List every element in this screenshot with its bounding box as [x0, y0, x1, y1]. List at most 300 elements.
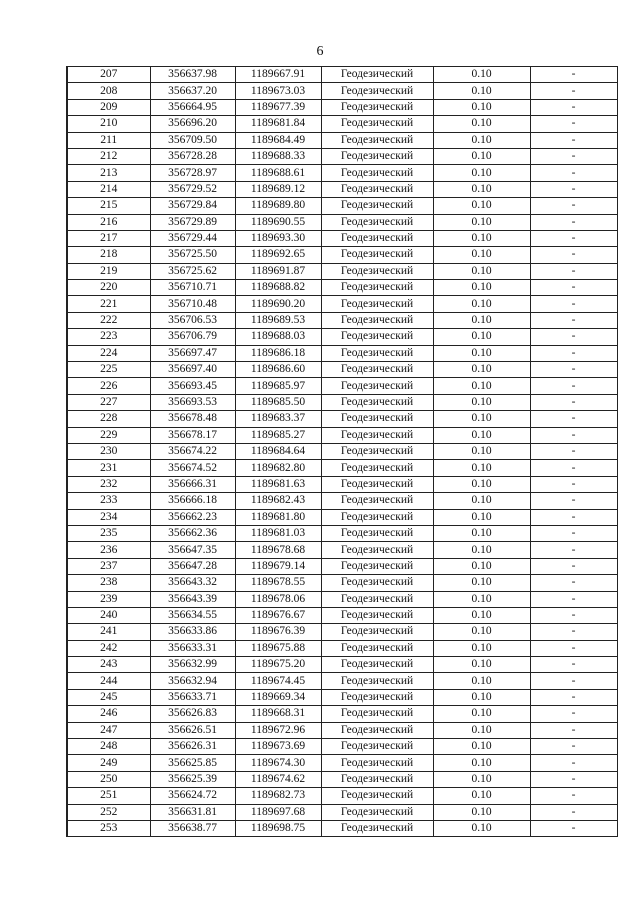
description-cell: - — [530, 771, 617, 787]
accuracy-cell: 0.10 — [433, 280, 530, 296]
y-coordinate-cell: 1189682.43 — [235, 493, 321, 509]
description-cell: - — [530, 67, 617, 83]
y-coordinate-cell: 1189689.12 — [235, 181, 321, 197]
method-cell: Геодезический — [321, 640, 433, 656]
description-cell: - — [530, 83, 617, 99]
table-row — [67, 132, 617, 148]
y-coordinate-cell: 1189685.27 — [235, 427, 321, 443]
accuracy-cell: 0.10 — [433, 493, 530, 509]
method-cell: Геодезический — [321, 394, 433, 410]
description-cell: - — [530, 411, 617, 427]
table-row — [67, 99, 617, 115]
method-cell: Геодезический — [321, 820, 433, 836]
method-cell: Геодезический — [321, 788, 433, 804]
y-coordinate-cell: 1189690.55 — [235, 214, 321, 230]
point-number-cell: 248 — [67, 739, 150, 755]
accuracy-cell: 0.10 — [433, 722, 530, 738]
description-cell: - — [530, 460, 617, 476]
description-cell: - — [530, 247, 617, 263]
method-cell: Геодезический — [321, 493, 433, 509]
accuracy-cell: 0.10 — [433, 181, 530, 197]
accuracy-cell: 0.10 — [433, 230, 530, 246]
description-cell: - — [530, 755, 617, 771]
y-coordinate-cell: 1189684.64 — [235, 443, 321, 459]
accuracy-cell: 0.10 — [433, 443, 530, 459]
description-cell: - — [530, 116, 617, 132]
method-cell: Геодезический — [321, 427, 433, 443]
description-cell: - — [530, 689, 617, 705]
description-cell: - — [530, 509, 617, 525]
description-cell: - — [530, 230, 617, 246]
point-number-cell: 228 — [67, 411, 150, 427]
point-number-cell: 247 — [67, 722, 150, 738]
y-coordinate-cell: 1189674.62 — [235, 771, 321, 787]
y-coordinate-cell: 1189675.88 — [235, 640, 321, 656]
x-coordinate-cell: 356632.99 — [150, 657, 235, 673]
y-coordinate-cell: 1189676.39 — [235, 624, 321, 640]
description-cell: - — [530, 132, 617, 148]
description-cell: - — [530, 427, 617, 443]
x-coordinate-cell: 356643.32 — [150, 575, 235, 591]
x-coordinate-cell: 356638.77 — [150, 820, 235, 836]
point-number-cell: 244 — [67, 673, 150, 689]
accuracy-cell: 0.10 — [433, 247, 530, 263]
description-cell: - — [530, 181, 617, 197]
x-coordinate-cell: 356625.39 — [150, 771, 235, 787]
y-coordinate-cell: 1189688.61 — [235, 165, 321, 181]
table-row — [67, 394, 617, 410]
point-number-cell: 242 — [67, 640, 150, 656]
accuracy-cell: 0.10 — [433, 607, 530, 623]
x-coordinate-cell: 356678.48 — [150, 411, 235, 427]
x-coordinate-cell: 356633.71 — [150, 689, 235, 705]
y-coordinate-cell: 1189688.82 — [235, 280, 321, 296]
method-cell: Геодезический — [321, 542, 433, 558]
x-coordinate-cell: 356693.53 — [150, 394, 235, 410]
point-number-cell: 213 — [67, 165, 150, 181]
method-cell: Геодезический — [321, 263, 433, 279]
description-cell: - — [530, 214, 617, 230]
table-row — [67, 509, 617, 525]
method-cell: Геодезический — [321, 411, 433, 427]
x-coordinate-cell: 356666.31 — [150, 476, 235, 492]
table-row — [67, 788, 617, 804]
x-coordinate-cell: 356664.95 — [150, 99, 235, 115]
y-coordinate-cell: 1189681.84 — [235, 116, 321, 132]
description-cell: - — [530, 198, 617, 214]
method-cell: Геодезический — [321, 83, 433, 99]
y-coordinate-cell: 1189691.87 — [235, 263, 321, 279]
x-coordinate-cell: 356633.86 — [150, 624, 235, 640]
accuracy-cell: 0.10 — [433, 83, 530, 99]
x-coordinate-cell: 356710.48 — [150, 296, 235, 312]
accuracy-cell: 0.10 — [433, 525, 530, 541]
x-coordinate-cell: 356728.97 — [150, 165, 235, 181]
description-cell: - — [530, 443, 617, 459]
table-row — [67, 739, 617, 755]
accuracy-cell: 0.10 — [433, 116, 530, 132]
description-cell: - — [530, 329, 617, 345]
accuracy-cell: 0.10 — [433, 542, 530, 558]
description-cell: - — [530, 657, 617, 673]
x-coordinate-cell: 356678.17 — [150, 427, 235, 443]
y-coordinate-cell: 1189681.80 — [235, 509, 321, 525]
method-cell: Геодезический — [321, 706, 433, 722]
accuracy-cell: 0.10 — [433, 165, 530, 181]
method-cell: Геодезический — [321, 99, 433, 115]
point-number-cell: 208 — [67, 83, 150, 99]
point-number-cell: 230 — [67, 443, 150, 459]
point-number-cell: 236 — [67, 542, 150, 558]
table-row — [67, 280, 617, 296]
description-cell: - — [530, 624, 617, 640]
x-coordinate-cell: 356710.71 — [150, 280, 235, 296]
accuracy-cell: 0.10 — [433, 427, 530, 443]
point-number-cell: 225 — [67, 362, 150, 378]
y-coordinate-cell: 1189682.73 — [235, 788, 321, 804]
accuracy-cell: 0.10 — [433, 804, 530, 820]
accuracy-cell: 0.10 — [433, 148, 530, 164]
table-row — [67, 247, 617, 263]
method-cell: Геодезический — [321, 362, 433, 378]
accuracy-cell: 0.10 — [433, 362, 530, 378]
method-cell: Геодезический — [321, 476, 433, 492]
x-coordinate-cell: 356674.22 — [150, 443, 235, 459]
description-cell: - — [530, 296, 617, 312]
accuracy-cell: 0.10 — [433, 755, 530, 771]
accuracy-cell: 0.10 — [433, 689, 530, 705]
point-number-cell: 239 — [67, 591, 150, 607]
x-coordinate-cell: 356643.39 — [150, 591, 235, 607]
y-coordinate-cell: 1189673.69 — [235, 739, 321, 755]
x-coordinate-cell: 356729.84 — [150, 198, 235, 214]
table-row — [67, 443, 617, 459]
point-number-cell: 237 — [67, 558, 150, 574]
accuracy-cell: 0.10 — [433, 296, 530, 312]
coordinates-table-container — [66, 66, 616, 837]
y-coordinate-cell: 1189676.67 — [235, 607, 321, 623]
table-row — [67, 329, 617, 345]
description-cell: - — [530, 722, 617, 738]
method-cell: Геодезический — [321, 689, 433, 705]
table-row — [67, 181, 617, 197]
description-cell: - — [530, 788, 617, 804]
accuracy-cell: 0.10 — [433, 263, 530, 279]
point-number-cell: 207 — [67, 67, 150, 83]
accuracy-cell: 0.10 — [433, 820, 530, 836]
table-row — [67, 607, 617, 623]
point-number-cell: 246 — [67, 706, 150, 722]
description-cell: - — [530, 263, 617, 279]
point-number-cell: 231 — [67, 460, 150, 476]
method-cell: Геодезический — [321, 312, 433, 328]
point-number-cell: 235 — [67, 525, 150, 541]
accuracy-cell: 0.10 — [433, 591, 530, 607]
description-cell: - — [530, 673, 617, 689]
table-row — [67, 591, 617, 607]
point-number-cell: 218 — [67, 247, 150, 263]
y-coordinate-cell: 1189681.63 — [235, 476, 321, 492]
table-row — [67, 722, 617, 738]
point-number-cell: 210 — [67, 116, 150, 132]
description-cell: - — [530, 525, 617, 541]
y-coordinate-cell: 1189698.75 — [235, 820, 321, 836]
table-row — [67, 362, 617, 378]
point-number-cell: 252 — [67, 804, 150, 820]
table-row — [67, 657, 617, 673]
y-coordinate-cell: 1189682.80 — [235, 460, 321, 476]
method-cell: Геодезический — [321, 443, 433, 459]
point-number-cell: 241 — [67, 624, 150, 640]
x-coordinate-cell: 356637.20 — [150, 83, 235, 99]
table-row — [67, 345, 617, 361]
table-row — [67, 83, 617, 99]
table-row — [67, 755, 617, 771]
y-coordinate-cell: 1189688.03 — [235, 329, 321, 345]
x-coordinate-cell: 356697.40 — [150, 362, 235, 378]
accuracy-cell: 0.10 — [433, 411, 530, 427]
method-cell: Геодезический — [321, 657, 433, 673]
y-coordinate-cell: 1189697.68 — [235, 804, 321, 820]
x-coordinate-cell: 356706.53 — [150, 312, 235, 328]
method-cell: Геодезический — [321, 755, 433, 771]
description-cell: - — [530, 394, 617, 410]
coordinates-table — [66, 66, 618, 837]
accuracy-cell: 0.10 — [433, 345, 530, 361]
point-number-cell: 249 — [67, 755, 150, 771]
y-coordinate-cell: 1189688.33 — [235, 148, 321, 164]
x-coordinate-cell: 356626.83 — [150, 706, 235, 722]
method-cell: Геодезический — [321, 329, 433, 345]
point-number-cell: 243 — [67, 657, 150, 673]
y-coordinate-cell: 1189685.50 — [235, 394, 321, 410]
point-number-cell: 229 — [67, 427, 150, 443]
description-cell: - — [530, 739, 617, 755]
accuracy-cell: 0.10 — [433, 460, 530, 476]
page-number: 6 — [316, 44, 324, 59]
y-coordinate-cell: 1189669.34 — [235, 689, 321, 705]
y-coordinate-cell: 1189667.91 — [235, 67, 321, 83]
x-coordinate-cell: 356666.18 — [150, 493, 235, 509]
table-row — [67, 165, 617, 181]
point-number-cell: 226 — [67, 378, 150, 394]
method-cell: Геодезический — [321, 739, 433, 755]
method-cell: Геодезический — [321, 198, 433, 214]
table-row — [67, 706, 617, 722]
x-coordinate-cell: 356728.28 — [150, 148, 235, 164]
y-coordinate-cell: 1189672.96 — [235, 722, 321, 738]
table-row — [67, 116, 617, 132]
x-coordinate-cell: 356662.23 — [150, 509, 235, 525]
table-row — [67, 525, 617, 541]
y-coordinate-cell: 1189679.14 — [235, 558, 321, 574]
x-coordinate-cell: 356647.35 — [150, 542, 235, 558]
accuracy-cell: 0.10 — [433, 788, 530, 804]
accuracy-cell: 0.10 — [433, 67, 530, 83]
y-coordinate-cell: 1189675.20 — [235, 657, 321, 673]
point-number-cell: 251 — [67, 788, 150, 804]
table-row — [67, 624, 617, 640]
x-coordinate-cell: 356709.50 — [150, 132, 235, 148]
table-row — [67, 198, 617, 214]
description-cell: - — [530, 165, 617, 181]
accuracy-cell: 0.10 — [433, 476, 530, 492]
accuracy-cell: 0.10 — [433, 640, 530, 656]
point-number-cell: 222 — [67, 312, 150, 328]
method-cell: Геодезический — [321, 673, 433, 689]
x-coordinate-cell: 356632.94 — [150, 673, 235, 689]
description-cell: - — [530, 820, 617, 836]
description-cell: - — [530, 804, 617, 820]
accuracy-cell: 0.10 — [433, 558, 530, 574]
point-number-cell: 209 — [67, 99, 150, 115]
description-cell: - — [530, 280, 617, 296]
method-cell: Геодезический — [321, 280, 433, 296]
table-row — [67, 230, 617, 246]
y-coordinate-cell: 1189692.65 — [235, 247, 321, 263]
point-number-cell: 217 — [67, 230, 150, 246]
y-coordinate-cell: 1189685.97 — [235, 378, 321, 394]
point-number-cell: 253 — [67, 820, 150, 836]
method-cell: Геодезический — [321, 575, 433, 591]
method-cell: Геодезический — [321, 132, 433, 148]
table-row — [67, 296, 617, 312]
point-number-cell: 227 — [67, 394, 150, 410]
y-coordinate-cell: 1189678.06 — [235, 591, 321, 607]
x-coordinate-cell: 356631.81 — [150, 804, 235, 820]
table-row — [67, 820, 617, 836]
method-cell: Геодезический — [321, 345, 433, 361]
point-number-cell: 245 — [67, 689, 150, 705]
x-coordinate-cell: 356693.45 — [150, 378, 235, 394]
y-coordinate-cell: 1189678.68 — [235, 542, 321, 558]
table-row — [67, 542, 617, 558]
method-cell: Геодезический — [321, 296, 433, 312]
point-number-cell: 212 — [67, 148, 150, 164]
table-row — [67, 67, 617, 83]
description-cell: - — [530, 476, 617, 492]
accuracy-cell: 0.10 — [433, 673, 530, 689]
point-number-cell: 220 — [67, 280, 150, 296]
x-coordinate-cell: 356626.31 — [150, 739, 235, 755]
x-coordinate-cell: 356729.89 — [150, 214, 235, 230]
method-cell: Геодезический — [321, 771, 433, 787]
accuracy-cell: 0.10 — [433, 575, 530, 591]
method-cell: Геодезический — [321, 116, 433, 132]
description-cell: - — [530, 558, 617, 574]
table-row — [67, 378, 617, 394]
accuracy-cell: 0.10 — [433, 706, 530, 722]
point-number-cell: 234 — [67, 509, 150, 525]
y-coordinate-cell: 1189686.18 — [235, 345, 321, 361]
table-row — [67, 558, 617, 574]
description-cell: - — [530, 591, 617, 607]
accuracy-cell: 0.10 — [433, 378, 530, 394]
x-coordinate-cell: 356647.28 — [150, 558, 235, 574]
method-cell: Геодезический — [321, 378, 433, 394]
x-coordinate-cell: 356637.98 — [150, 67, 235, 83]
x-coordinate-cell: 356706.79 — [150, 329, 235, 345]
table-row — [67, 640, 617, 656]
point-number-cell: 250 — [67, 771, 150, 787]
point-number-cell: 216 — [67, 214, 150, 230]
x-coordinate-cell: 356626.51 — [150, 722, 235, 738]
accuracy-cell: 0.10 — [433, 509, 530, 525]
x-coordinate-cell: 356634.55 — [150, 607, 235, 623]
method-cell: Геодезический — [321, 165, 433, 181]
table-row — [67, 673, 617, 689]
method-cell: Геодезический — [321, 624, 433, 640]
point-number-cell: 240 — [67, 607, 150, 623]
y-coordinate-cell: 1189684.49 — [235, 132, 321, 148]
method-cell: Геодезический — [321, 591, 433, 607]
point-number-cell: 215 — [67, 198, 150, 214]
accuracy-cell: 0.10 — [433, 132, 530, 148]
point-number-cell: 219 — [67, 263, 150, 279]
table-row — [67, 460, 617, 476]
description-cell: - — [530, 575, 617, 591]
description-cell: - — [530, 542, 617, 558]
method-cell: Геодезический — [321, 67, 433, 83]
description-cell: - — [530, 640, 617, 656]
y-coordinate-cell: 1189681.03 — [235, 525, 321, 541]
y-coordinate-cell: 1189693.30 — [235, 230, 321, 246]
method-cell: Геодезический — [321, 247, 433, 263]
x-coordinate-cell: 356662.36 — [150, 525, 235, 541]
description-cell: - — [530, 493, 617, 509]
accuracy-cell: 0.10 — [433, 312, 530, 328]
y-coordinate-cell: 1189678.55 — [235, 575, 321, 591]
y-coordinate-cell: 1189674.45 — [235, 673, 321, 689]
accuracy-cell: 0.10 — [433, 624, 530, 640]
x-coordinate-cell: 356729.44 — [150, 230, 235, 246]
description-cell: - — [530, 312, 617, 328]
description-cell: - — [530, 378, 617, 394]
y-coordinate-cell: 1189677.39 — [235, 99, 321, 115]
accuracy-cell: 0.10 — [433, 657, 530, 673]
method-cell: Геодезический — [321, 722, 433, 738]
method-cell: Геодезический — [321, 230, 433, 246]
accuracy-cell: 0.10 — [433, 771, 530, 787]
x-coordinate-cell: 356725.50 — [150, 247, 235, 263]
method-cell: Геодезический — [321, 607, 433, 623]
point-number-cell: 238 — [67, 575, 150, 591]
method-cell: Геодезический — [321, 804, 433, 820]
y-coordinate-cell: 1189683.37 — [235, 411, 321, 427]
x-coordinate-cell: 356625.85 — [150, 755, 235, 771]
point-number-cell: 232 — [67, 476, 150, 492]
x-coordinate-cell: 356696.20 — [150, 116, 235, 132]
x-coordinate-cell: 356729.52 — [150, 181, 235, 197]
description-cell: - — [530, 607, 617, 623]
method-cell: Геодезический — [321, 181, 433, 197]
table-row — [67, 689, 617, 705]
table-row — [67, 427, 617, 443]
y-coordinate-cell: 1189689.53 — [235, 312, 321, 328]
description-cell: - — [530, 345, 617, 361]
point-number-cell: 211 — [67, 132, 150, 148]
y-coordinate-cell: 1189686.60 — [235, 362, 321, 378]
table-row — [67, 312, 617, 328]
y-coordinate-cell: 1189689.80 — [235, 198, 321, 214]
accuracy-cell: 0.10 — [433, 99, 530, 115]
description-cell: - — [530, 706, 617, 722]
point-number-cell: 214 — [67, 181, 150, 197]
table-row — [67, 804, 617, 820]
y-coordinate-cell: 1189668.31 — [235, 706, 321, 722]
point-number-cell: 223 — [67, 329, 150, 345]
coordinates-table-body — [67, 67, 617, 837]
